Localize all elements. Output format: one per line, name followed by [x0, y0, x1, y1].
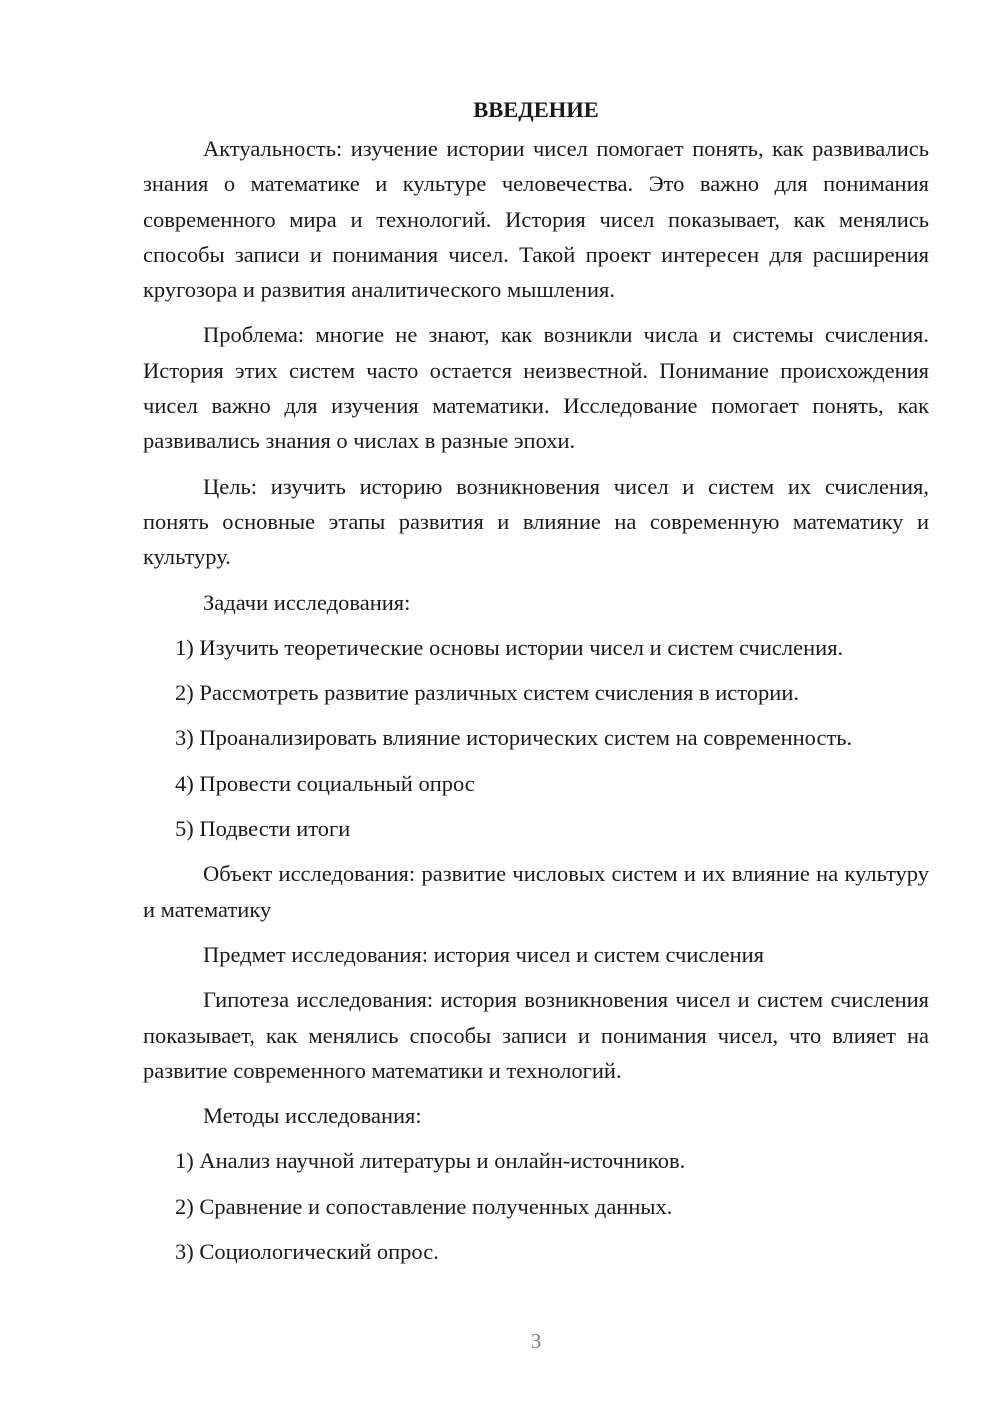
hypothesis-paragraph: Гипотеза исследования: история возникновения чисел и систем счисления показывает, как менялись способы записи и понимания чисел, что влияет на развитие современного математики и технологий. [143, 987, 929, 1083]
subject-paragraph: Предмет исследования: история чисел и систем счисления [203, 941, 764, 967]
tasks-heading: Задачи исследования: [203, 589, 411, 615]
method-item: 3) Социологический опрос. [175, 1239, 439, 1265]
object-paragraph: Объект исследования: развитие числовых систем и их влияние на культуру и математику [143, 861, 929, 922]
problem-paragraph: Проблема: многие не знают, как возникли числа и системы счисления. История этих систем часто остается неизвестной. Понимание происхождения чисел важно для изучения математики. Исследование помогает понять, как развивались знания о числах в разные эпохи. [143, 322, 929, 454]
method-item: 1) Анализ научной литературы и онлайн-источников. [175, 1148, 686, 1174]
task-item: 3) Проанализировать влияние исторических систем на современность. [175, 725, 853, 751]
task-item: 5) Подвести итоги [175, 816, 351, 842]
method-item: 2) Сравнение и сопоставление полученных данных. [175, 1193, 673, 1219]
methods-heading: Методы исследования: [203, 1103, 422, 1129]
goal-paragraph: Цель: изучить историю возникновения чисел и систем их счисления, понять основные этапы развития и влияние на современную математику и культуру. [143, 473, 929, 570]
task-item: 1) Изучить теоретические основы истории чисел и систем счисления. [175, 634, 844, 660]
relevance-paragraph: Актуальность: изучение истории чисел помогает понять, как развивались знания о математике и культуре человечества. Это важно для понимания современного мира и технологий. История чисел показывает, как менялись способы записи и понимания чисел. Такой проект интересен для расширения кругозора и развития аналитического мышления. [143, 136, 929, 303]
task-item: 2) Рассмотреть развитие различных систем счисления в истории. [175, 680, 799, 706]
task-item: 4) Провести социальный опрос [175, 770, 475, 796]
document-page [143, 92, 929, 1279]
page-title: ВВЕДЕНИЕ [473, 97, 599, 122]
page-number: 3 [530, 1329, 542, 1353]
